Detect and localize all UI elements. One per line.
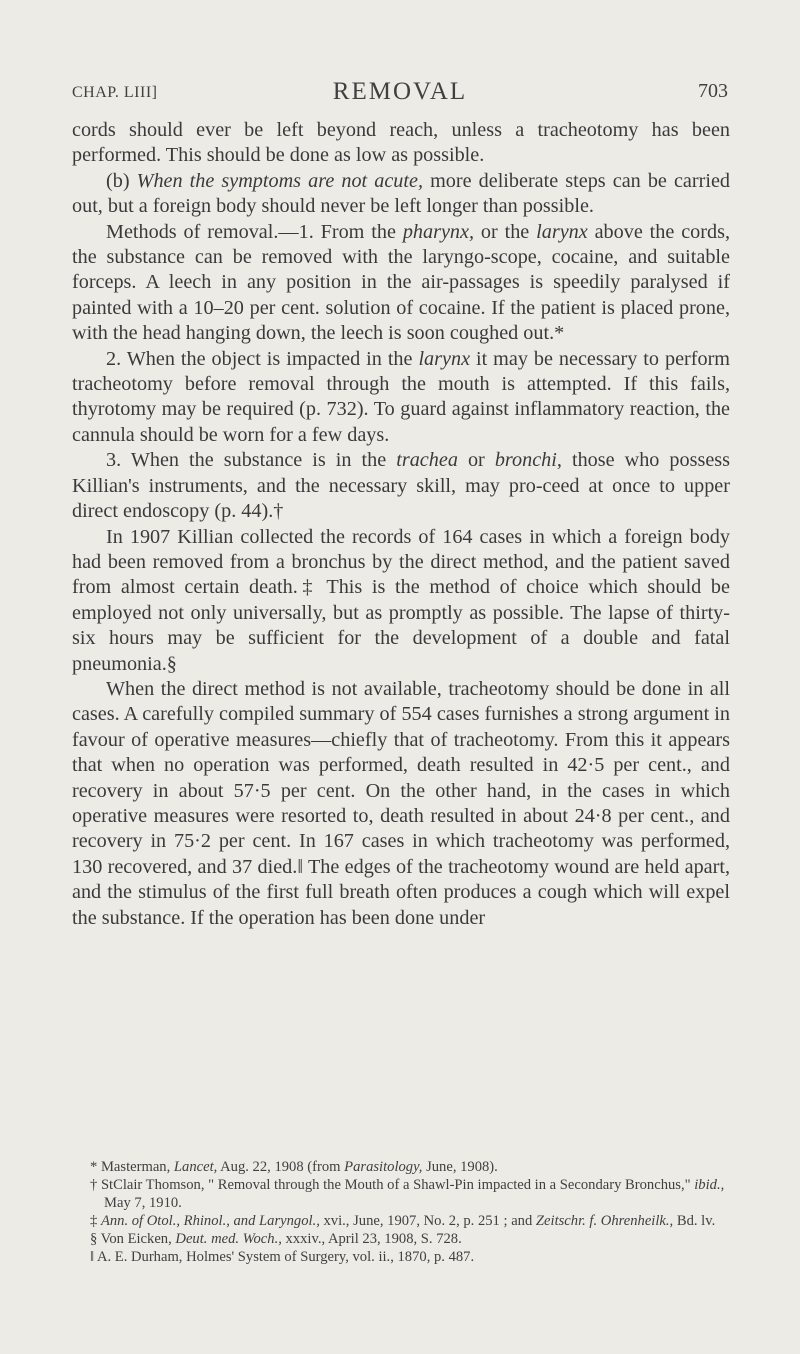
footnote: ‖ A. E. Durham, Holmes' System of Surgery, vol. ii., 1870, p. 487. — [90, 1249, 475, 1265]
page-title: REMOVAL — [332, 78, 468, 105]
footnote: * Masterman, Lancet, Aug. 22, 1908 (from Parasitology, June, 1908). — [90, 1159, 498, 1175]
footnote: ‡ Ann. of Otol., Rhinol., and Laryngol., xvi., June, 1907, No. 2, p. 251 ; and Zeitschr. f. Ohrenheilk., Bd. lv. — [90, 1213, 716, 1229]
paragraph: In 1907 Killian collected the records of 164 cases in which a foreign body had been removed from a bronchus by the direct method, and the patient saved from almost certain death.‡ This is the method of choice which should be employed not only universally, but as promptly as possible. The lapse of thirty-six hours may be sufficient for the development of a double and fatal pneumonia.§ — [72, 525, 730, 675]
footnote: § Von Eicken, Deut. med. Woch., xxxiv., April 23, 1908, S. 728. — [90, 1231, 462, 1247]
running-head — [72, 78, 728, 108]
main-text — [72, 118, 730, 931]
paragraph: Methods of removal.—1. From the pharynx, or the larynx above the cords, the substance can be removed with the laryngo-scope, cocaine, and suitable forceps. A leech in any position in the air-passages is speedily paralysed if painted with a 10–20 per cent. solution of cocaine. If the patient is placed prone, with the head hanging down, the leech is soon coughed out.* — [72, 220, 730, 345]
paragraph: (b) When the symptoms are not acute, more deliberate steps can be carried out, but a foreign body should never be left longer than possible. — [72, 169, 730, 218]
paragraph: cords should ever be left beyond reach, unless a tracheotomy has been performed. This should be done as low as possible. — [72, 119, 730, 167]
paragraph: 2. When the object is impacted in the larynx it may be necessary to perform tracheotomy before removal through the mouth is attempted. If this fails, thyrotomy may be required (p. 732). To guard against inflammatory reaction, the cannula should be worn for a few days. — [72, 347, 730, 446]
chapter-label: CHAP. LIII] — [72, 84, 158, 101]
footnotes — [72, 1158, 732, 1266]
paragraph: 3. When the substance is in the trachea or bronchi, those who possess Killian's instruments, and the necessary skill, may pro-ceed at once to upper direct endoscopy (p. 44).† — [72, 449, 731, 523]
paragraph: When the direct method is not available, tracheotomy should be done in all cases. A carefully compiled summary of 554 cases furnishes a strong argument in favour of operative measures—chiefly that of tracheotomy. From this it appears that when no operation was performed, death resulted in 42·5 per cent., and recovery in about 57·5 per cent. On the other hand, in the cases in which operative measures were resorted to, death resulted in about 24·8 per cent., and recovery in 75·2 per cent. In 167 cases in which tracheotomy was performed, 130 recovered, and 37 died.‖ The edges of the tracheotomy wound are held apart, and the stimulus of the first full breath often produces a cough which will expel the substance. If the operation has been done under — [72, 677, 730, 929]
page-number: 703 — [698, 80, 728, 102]
footnote: † StClair Thomson, " Removal through the Mouth of a Shawl-Pin impacted in a Secondary Bronchus," ibid., May 7, 1910. — [90, 1177, 725, 1211]
